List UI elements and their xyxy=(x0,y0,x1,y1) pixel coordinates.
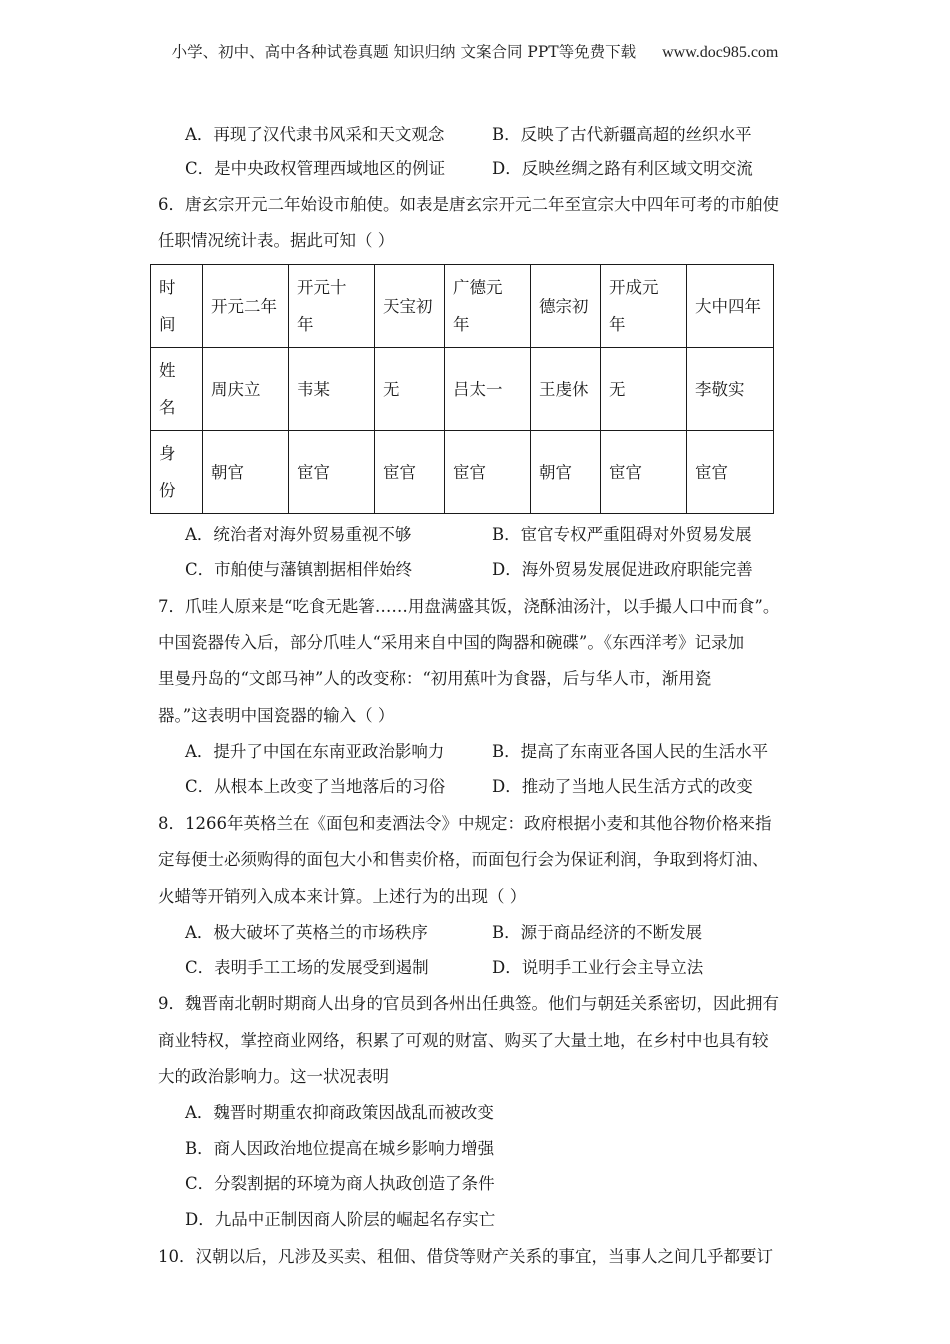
table-cell-identity: 宦官 xyxy=(445,431,531,514)
table-cell-time: 德宗初 xyxy=(531,265,601,348)
table-row-identity xyxy=(151,431,774,514)
q6-stem-line-1: 6．唐玄宗开元二年始设市舶使。如表是唐玄宗开元二年至宣宗大中四年可考的市舶使 xyxy=(158,195,779,214)
q7-stem-line-4: 器。”这表明中国瓷器的输入（ ） xyxy=(158,706,395,725)
q9-stem-line-3: 大的政治影响力。这一状况表明 xyxy=(158,1067,389,1086)
table-cell-time: 广德元 年 xyxy=(445,265,531,348)
q8-stem-line-2: 定每便士必须购得的面包大小和售卖价格，而面包行会为保证利润，争取到将灯油、 xyxy=(158,850,769,869)
table-cell-name: 无 xyxy=(375,348,445,431)
q7-stem-line-2: 中国瓷器传入后，部分爪哇人“采用来自中国的陶器和碗碟”。《东西洋考》记录加 xyxy=(158,633,745,652)
q8-option-c: C．表明手工工场的发展受到遏制 xyxy=(185,958,429,977)
header-text: 小学、初中、高中各种试卷真题 知识归纳 文案合同 PPT等免费下载 xyxy=(171,43,637,61)
table-cell-name: 韦某 xyxy=(289,348,375,431)
q9-stem-line-1: 9．魏晋南北朝时期商人出身的官员到各州出任典签。他们与朝廷关系密切，因此拥有 xyxy=(158,994,779,1013)
q5-option-d: D．反映丝绸之路有利区域文明交流 xyxy=(492,159,753,178)
q5-option-a: A．再现了汉代隶书风采和天文观念 xyxy=(185,125,445,144)
q7-option-b: B．提高了东南亚各国人民的生活水平 xyxy=(492,742,769,761)
q9-stem-line-2: 商业特权，掌控商业网络，积累了可观的财富、购买了大量土地，在乡村中也具有较 xyxy=(158,1031,769,1050)
table-cell-name: 吕太一 xyxy=(445,348,531,431)
q5-option-b: B．反映了古代新疆高超的丝织水平 xyxy=(492,125,752,144)
table-cell-identity: 朝官 xyxy=(531,431,601,514)
q6-stats-table xyxy=(150,264,774,514)
q7-option-d: D．推动了当地人民生活方式的改变 xyxy=(492,777,753,796)
q9-option-c: C．分裂割据的环境为商人执政创造了条件 xyxy=(185,1174,495,1193)
q7-stem-line-3: 里曼丹岛的“文郎马神”人的改变称：“初用蕉叶为食器，后与华人市，渐用瓷 xyxy=(158,669,712,688)
q10-stem-line-1: 10．汉朝以后，凡涉及买卖、租佃、借贷等财产关系的事宜，当事人之间几乎都要订 xyxy=(158,1247,773,1266)
q9-option-b: B．商人因政治地位提高在城乡影响力增强 xyxy=(185,1139,495,1158)
table-row-name xyxy=(151,348,774,431)
q9-option-d: D．九品中正制因商人阶层的崛起名存实亡 xyxy=(185,1210,496,1229)
q8-stem-line-3: 火蜡等开销列入成本来计算。上述行为的出现（ ） xyxy=(158,887,527,906)
table-cell-time: 天宝初 xyxy=(375,265,445,348)
q6-option-d: D．海外贸易发展促进政府职能完善 xyxy=(492,560,753,579)
table-cell-name: 李敬实 xyxy=(687,348,774,431)
row-header-name: 姓 名 xyxy=(151,348,203,431)
q6-stem-line-2: 任职情况统计表。据此可知（ ） xyxy=(158,231,395,250)
table-cell-name: 王虔休 xyxy=(531,348,601,431)
table-cell-time: 开成元 年 xyxy=(601,265,687,348)
q9-option-a: A．魏晋时期重农抑商政策因战乱而被改变 xyxy=(185,1103,494,1122)
q6-option-a: A．统治者对海外贸易重视不够 xyxy=(185,525,412,544)
q8-option-b: B．源于商品经济的不断发展 xyxy=(492,923,703,942)
table-cell-identity: 宦官 xyxy=(289,431,375,514)
table-row-time xyxy=(151,265,774,348)
header-url[interactable]: www.doc985.com xyxy=(662,44,779,61)
q7-stem-line-1: 7．爪哇人原来是“吃食无匙箸……用盘满盛其饭，浇酥油汤汁，以手撮人口中而食”。 xyxy=(158,597,780,616)
table-cell-identity: 宦官 xyxy=(687,431,774,514)
table-cell-identity: 宦官 xyxy=(601,431,687,514)
table-cell-time: 大中四年 xyxy=(687,265,774,348)
table-cell-name: 无 xyxy=(601,348,687,431)
table-cell-time: 开元十 年 xyxy=(289,265,375,348)
q7-option-c: C．从根本上改变了当地落后的习俗 xyxy=(185,777,446,796)
row-header-identity: 身 份 xyxy=(151,431,203,514)
q6-option-c: C．市舶使与藩镇割据相伴始终 xyxy=(185,560,413,579)
table-cell-name: 周庆立 xyxy=(203,348,289,431)
row-header-time: 时 间 xyxy=(151,265,203,348)
table-cell-identity: 朝官 xyxy=(203,431,289,514)
q8-option-d: D．说明手工业行会主导立法 xyxy=(492,958,704,977)
page-header xyxy=(0,40,950,62)
table-cell-time: 开元二年 xyxy=(203,265,289,348)
q6-option-b: B．宦官专权严重阻碍对外贸易发展 xyxy=(492,525,752,544)
table-cell-identity: 宦官 xyxy=(375,431,445,514)
q8-option-a: A．极大破坏了英格兰的市场秩序 xyxy=(185,923,428,942)
q8-stem-line-1: 8．1266年英格兰在《面包和麦酒法令》中规定：政府根据小麦和其他谷物价格来指 xyxy=(158,814,772,833)
q5-option-c: C．是中央政权管理西域地区的例证 xyxy=(185,159,446,178)
q7-option-a: A．提升了中国在东南亚政治影响力 xyxy=(185,742,445,761)
